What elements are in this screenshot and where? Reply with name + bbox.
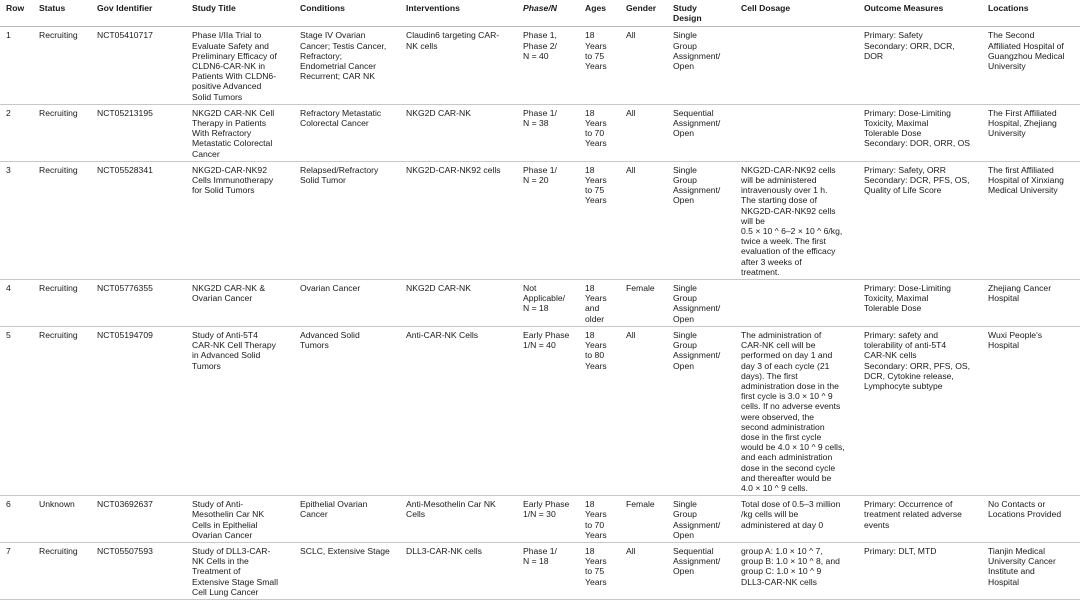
cell-gov-identifier: NCT05410717 bbox=[91, 27, 186, 104]
header-phase-n-text: Phase/N bbox=[523, 3, 557, 13]
header-conditions: Conditions bbox=[294, 0, 400, 27]
header-phase-n bbox=[517, 0, 579, 27]
cell-status: Recruiting bbox=[33, 104, 91, 161]
cell-dosage bbox=[735, 27, 858, 104]
cell-study-design: Single Group Assignment/ Open bbox=[667, 496, 735, 543]
cell-locations: Wuxi People's Hospital bbox=[982, 326, 1080, 495]
header-locations: Locations bbox=[982, 0, 1080, 27]
cell-study-design: Single Group Assignment/ Open bbox=[667, 161, 735, 279]
cell-outcome-measures: Primary: Dose-Limiting Toxicity, Maximal Tolerable Dose bbox=[858, 280, 982, 327]
cell-row-number: 6 bbox=[0, 496, 33, 543]
cell-locations: Zhejiang Cancer Hospital bbox=[982, 280, 1080, 327]
cell-ages: 18 Years to 70 Years bbox=[579, 496, 620, 543]
cell-outcome-measures: Primary: DLT, MTD bbox=[858, 542, 982, 599]
cell-ages: 18 Years to 80 Years bbox=[579, 326, 620, 495]
cell-dosage: The administration of CAR-NK cell will be performed on day 1 and day 3 of each cycle (21 days). The first administration dose in the first cycle is 3.0 × 10 ^ 9 cells. If no adverse events were observed, the second administration dose in the first cycle would be 4.0 × 10 ^ 9 cells, and each administration dose in the second cycle and thereafter would be 4.0 × 10 ^ 9 cells. bbox=[735, 326, 858, 495]
cell-interventions: DLL3-CAR-NK cells bbox=[400, 542, 517, 599]
cell-study-title: Study of Anti-5T4 CAR-NK Cell Therapy in Advanced Solid Tumors bbox=[186, 326, 294, 495]
cell-ages: 18 Years and older bbox=[579, 280, 620, 327]
cell-gender: All bbox=[620, 326, 667, 495]
cell-phase-n: Phase 1/ N = 20 bbox=[517, 161, 579, 279]
cell-locations: The First Affiliated Hospital, Zhejiang University bbox=[982, 104, 1080, 161]
cell-phase-n: Early Phase 1/N = 40 bbox=[517, 326, 579, 495]
header-study-design: Study Design bbox=[667, 0, 735, 27]
cell-gov-identifier: NCT05194709 bbox=[91, 326, 186, 495]
cell-dosage bbox=[735, 280, 858, 327]
cell-gov-identifier: NCT05213195 bbox=[91, 104, 186, 161]
cell-locations: Tianjin Medical University Cancer Institute and Hospital bbox=[982, 542, 1080, 599]
cell-status: Recruiting bbox=[33, 326, 91, 495]
cell-gender: All bbox=[620, 104, 667, 161]
cell-row-number: 3 bbox=[0, 161, 33, 279]
table-row bbox=[0, 104, 1080, 161]
cell-outcome-measures: Primary: safety and tolerability of anti-5T4 CAR-NK cells Secondary: ORR, PFS, OS, DCR, Cytokine release, Lymphocyte subtype bbox=[858, 326, 982, 495]
cell-outcome-measures: Primary: Safety, ORR Secondary: DCR, PFS, OS, Quality of Life Score bbox=[858, 161, 982, 279]
cell-status: Unknown bbox=[33, 496, 91, 543]
cell-gov-identifier: NCT03692637 bbox=[91, 496, 186, 543]
cell-locations: No Contacts or Locations Provided bbox=[982, 496, 1080, 543]
cell-interventions: NKG2D-CAR-NK92 cells bbox=[400, 161, 517, 279]
cell-locations: The Second Affiliated Hospital of Guangzhou Medical University bbox=[982, 27, 1080, 104]
table-row bbox=[0, 27, 1080, 104]
table-row bbox=[0, 326, 1080, 495]
cell-status: Recruiting bbox=[33, 161, 91, 279]
header-gender: Gender bbox=[620, 0, 667, 27]
header-outcome-measures: Outcome Measures bbox=[858, 0, 982, 27]
cell-gender: All bbox=[620, 542, 667, 599]
table-row bbox=[0, 542, 1080, 599]
cell-study-title: Study of Anti- Mesothelin Car NK Cells in Epithelial Ovarian Cancer bbox=[186, 496, 294, 543]
header-status: Status bbox=[33, 0, 91, 27]
cell-locations: The first Affiliated Hospital of Xinxiang Medical University bbox=[982, 161, 1080, 279]
cell-dosage: NKG2D-CAR-NK92 cells will be administered intravenously over 1 h. The starting dose of NKG2D-CAR-NK92 cells will be 0.5 × 10 ^ 6–2 × 10 ^ 6/kg, twice a week. The first evaluation of the efficacy after 3 weeks of treatment. bbox=[735, 161, 858, 279]
header-cell-dosage: Cell Dosage bbox=[735, 0, 858, 27]
cell-dosage: Total dose of 0.5–3 million /kg cells will be administered at day 0 bbox=[735, 496, 858, 543]
cell-phase-n: Early Phase 1/N = 30 bbox=[517, 496, 579, 543]
cell-conditions: Epithelial Ovarian Cancer bbox=[294, 496, 400, 543]
cell-conditions: SCLC, Extensive Stage bbox=[294, 542, 400, 599]
cell-phase-n: Not Applicable/ N = 18 bbox=[517, 280, 579, 327]
table-row bbox=[0, 161, 1080, 279]
header-gov-identifier: Gov Identifier bbox=[91, 0, 186, 27]
header-row-col: Row bbox=[0, 0, 33, 27]
cell-interventions: Anti-Mesothelin Car NK Cells bbox=[400, 496, 517, 543]
cell-conditions: Stage IV Ovarian Cancer; Testis Cancer, Refractory; Endometrial Cancer Recurrent; CAR NK bbox=[294, 27, 400, 104]
cell-gender: All bbox=[620, 27, 667, 104]
cell-dosage bbox=[735, 104, 858, 161]
cell-outcome-measures: Primary: Dose-Limiting Toxicity, Maximal Tolerable Dose Secondary: DOR, ORR, OS bbox=[858, 104, 982, 161]
cell-phase-n: Phase 1/ N = 18 bbox=[517, 542, 579, 599]
cell-gender: Female bbox=[620, 496, 667, 543]
cell-study-title: Phase I/IIa Trial to Evaluate Safety and Preliminary Efficacy of CLDN6-CAR-NK in Patients With CLDN6- positive Advanced Solid Tumors bbox=[186, 27, 294, 104]
cell-row-number: 7 bbox=[0, 542, 33, 599]
cell-study-title: NKG2D-CAR-NK92 Cells Immunotherapy for Solid Tumors bbox=[186, 161, 294, 279]
cell-row-number: 1 bbox=[0, 27, 33, 104]
header-interventions: Interventions bbox=[400, 0, 517, 27]
cell-ages: 18 Years to 75 Years bbox=[579, 161, 620, 279]
cell-status: Recruiting bbox=[33, 280, 91, 327]
table-row bbox=[0, 280, 1080, 327]
cell-conditions: Relapsed/Refractory Solid Tumor bbox=[294, 161, 400, 279]
cell-status: Recruiting bbox=[33, 542, 91, 599]
cell-gender: Female bbox=[620, 280, 667, 327]
header-ages: Ages bbox=[579, 0, 620, 27]
cell-study-design: Sequential Assignment/ Open bbox=[667, 542, 735, 599]
header-row bbox=[0, 0, 1080, 27]
cell-study-design: Single Group Assignment/ Open bbox=[667, 326, 735, 495]
cell-study-title: NKG2D CAR-NK Cell Therapy in Patients With Refractory Metastatic Colorectal Cancer bbox=[186, 104, 294, 161]
cell-gov-identifier: NCT05776355 bbox=[91, 280, 186, 327]
cell-phase-n: Phase 1/ N = 38 bbox=[517, 104, 579, 161]
cell-conditions: Advanced Solid Tumors bbox=[294, 326, 400, 495]
table-row bbox=[0, 496, 1080, 543]
cell-outcome-measures: Primary: Safety Secondary: ORR, DCR, DOR bbox=[858, 27, 982, 104]
cell-conditions: Ovarian Cancer bbox=[294, 280, 400, 327]
cell-ages: 18 Years to 75 Years bbox=[579, 542, 620, 599]
cell-study-design: Sequential Assignment/ Open bbox=[667, 104, 735, 161]
cell-study-design: Single Group Assignment/ Open bbox=[667, 280, 735, 327]
cell-outcome-measures: Primary: Occurrence of treatment related adverse events bbox=[858, 496, 982, 543]
cell-conditions: Refractory Metastatic Colorectal Cancer bbox=[294, 104, 400, 161]
header-study-title: Study Title bbox=[186, 0, 294, 27]
cell-ages: 18 Years to 70 Years bbox=[579, 104, 620, 161]
cell-gender: All bbox=[620, 161, 667, 279]
cell-study-design: Single Group Assignment/ Open bbox=[667, 27, 735, 104]
cell-row-number: 5 bbox=[0, 326, 33, 495]
cell-study-title: NKG2D CAR-NK & Ovarian Cancer bbox=[186, 280, 294, 327]
cell-row-number: 4 bbox=[0, 280, 33, 327]
cell-gov-identifier: NCT05507593 bbox=[91, 542, 186, 599]
cell-status: Recruiting bbox=[33, 27, 91, 104]
cell-phase-n: Phase 1, Phase 2/ N = 40 bbox=[517, 27, 579, 104]
cell-interventions: NKG2D CAR-NK bbox=[400, 280, 517, 327]
cell-ages: 18 Years to 75 Years bbox=[579, 27, 620, 104]
cell-dosage: group A: 1.0 × 10 ^ 7, group B: 1.0 × 10 ^ 8, and group C: 1.0 × 10 ^ 9 DLL3-CAR-NK cells bbox=[735, 542, 858, 599]
cell-interventions: Anti-CAR-NK Cells bbox=[400, 326, 517, 495]
cell-interventions: NKG2D CAR-NK bbox=[400, 104, 517, 161]
cell-interventions: Claudin6 targeting CAR- NK cells bbox=[400, 27, 517, 104]
cell-row-number: 2 bbox=[0, 104, 33, 161]
cell-gov-identifier: NCT05528341 bbox=[91, 161, 186, 279]
cell-study-title: Study of DLL3-CAR- NK Cells in the Treatment of Extensive Stage Small Cell Lung Cancer bbox=[186, 542, 294, 599]
